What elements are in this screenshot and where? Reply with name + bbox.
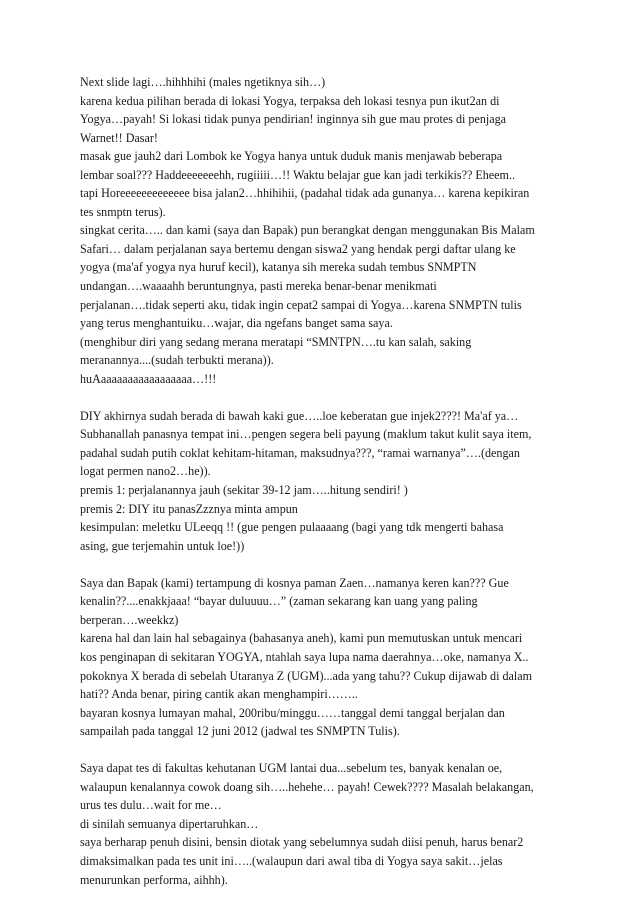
text-line: Warnet!! Dasar!: [80, 130, 158, 145]
text-line: undangan….waaaahh beruntungnya, pasti mereka benar-benar menikmati: [80, 279, 437, 294]
text-line: bayaran kosnya lumayan mahal, 200ribu/minggu……tanggal demi tanggal berjalan dan: [80, 705, 505, 720]
text-line: tapi Horeeeeeeeeeeeee bisa jalan2…hhihihii, (padahal tidak ada gunanya… karena kepikiran: [80, 186, 530, 201]
text-line: yang terus menghantuiku…wajar, dia ngefans banget sama saya.: [80, 316, 393, 331]
text-line: tes snmptn terus).: [80, 204, 166, 219]
text-line: karena kedua pilihan berada di lokasi Yogya, terpaksa deh lokasi tesnya pun ikut2an di: [80, 93, 500, 108]
text-line: perjalanan….tidak seperti aku, tidak ingin cepat2 sampai di Yogya…karena SNMPTN tulis: [80, 297, 522, 312]
text-line: walaupun kenalannya cowok doang sih…..hehehe… payah! Cewek???? Masalah belakangan,: [80, 779, 534, 794]
text-line: hati?? Anda benar, piring cantik akan menghampiri……..: [80, 687, 358, 702]
text-line: pokoknya X berada di sebelah Utaranya Z (UGM)...ada yang tahu?? Cukup dijawab di dalam: [80, 668, 533, 683]
text-line: logat permen nano2…he)).: [80, 464, 211, 479]
text-line: Safari… dalam perjalanan saya bertemu dengan siswa2 yang hendak pergi daftar ulang ke: [80, 241, 516, 256]
text-line: kenalin??....enakkjaaa! “bayar duluuuu…” (zaman sekarang kan uang yang paling: [80, 594, 478, 609]
text-line: kos penginapan di sekitaran YOGYA, ntahlah saya lupa nama daerahnya…oke, namanya X..: [80, 649, 529, 664]
text-line: Saya dan Bapak (kami) tertampung di kosnya paman Zaen…namanya keren kan??? Gue: [80, 575, 509, 590]
paragraph-3: [80, 574, 570, 741]
text-line: premis 1: perjalanannya jauh (sekitar 39-12 jam…..hitung sendiri! ): [80, 483, 408, 498]
text-line: karena hal dan lain hal sebagainya (bahasanya aneh), kami pun memutuskan untuk mencari: [80, 631, 523, 646]
text-line: di sinilah semuanya dipertaruhkan…: [80, 816, 259, 831]
paragraph-2: [80, 407, 570, 555]
text-line: padahal sudah putih coklat kehitam-hitaman, maksudnya???, “ramai warnanya”….(dengan: [80, 445, 520, 460]
text-line: Next slide lagi….hihhhihi (males ngetiknya sih…): [80, 75, 326, 89]
text-line: dimaksimalkan pada tes unit ini…..(walaupun dari awal tiba di Yogya saya sakit…jelas: [80, 853, 503, 868]
paragraph-1: [80, 73, 570, 388]
text-line: lembar soal??? Haddeeeeeeehh, rugiiiii…!! Waktu belajar gue kan jadi terkikis?? Eheem..: [80, 167, 515, 182]
text-line: yogya (ma'af yogya nya huruf kecil), katanya sih mereka sudah tembus SNMPTN: [80, 260, 477, 275]
text-line: menurunkan performa, aihhh).: [80, 872, 228, 887]
text-line: saya berharap penuh disini, bensin diotak yang sebelumnya sudah diisi penuh, harus benar2: [80, 835, 524, 850]
text-line: Yogya…payah! Si lokasi tidak punya pendirian! inginnya sih gue mau protes di penjaga: [80, 112, 507, 127]
text-line: sampailah pada tanggal 12 juni 2012 (jadwal tes SNMPTN Tulis).: [80, 724, 400, 739]
text-line: urus tes dulu…wait for me…: [80, 798, 222, 813]
paragraph-spacer: [80, 741, 570, 760]
text-line: masak gue jauh2 dari Lombok ke Yogya hanya untuk duduk manis menjawab beberapa: [80, 149, 503, 164]
document-body: [80, 73, 570, 889]
text-line: kesimpulan: meletku ULeeqq !! (gue pengen pulaaaang (bagi yang tdk mengerti bahasa: [80, 520, 504, 535]
paragraph-spacer: [80, 388, 570, 407]
text-line: asing, gue terjemahin untuk loe!)): [80, 538, 245, 553]
text-line: Saya dapat tes di fakultas kehutanan UGM lantai dua...sebelum tes, banyak kenalan oe,: [80, 761, 503, 776]
text-line: singkat cerita….. dan kami (saya dan Bapak) pun berangkat dengan menggunakan Bis Malam: [80, 223, 535, 238]
text-line: huAaaaaaaaaaaaaaaaaa…!!!: [80, 371, 217, 386]
text-line: DIY akhirnya sudah berada di bawah kaki gue…..loe keberatan gue injek2???! Ma'af ya…: [80, 408, 519, 423]
paragraph-spacer: [80, 555, 570, 574]
text-line: berperan….weekkz): [80, 612, 179, 627]
text-line: meranannya....(sudah terbukti merana)).: [80, 353, 274, 368]
text-line: (menghibur diri yang sedang merana meratapi “SMNTPN….tu kan salah, saking: [80, 334, 472, 349]
text-line: premis 2: DIY itu panasZzznya minta ampun: [80, 501, 298, 516]
paragraph-4: [80, 759, 570, 889]
text-line: Subhanallah panasnya tempat ini…pengen segera beli payung (maklum takut kulit saya item,: [80, 427, 532, 442]
